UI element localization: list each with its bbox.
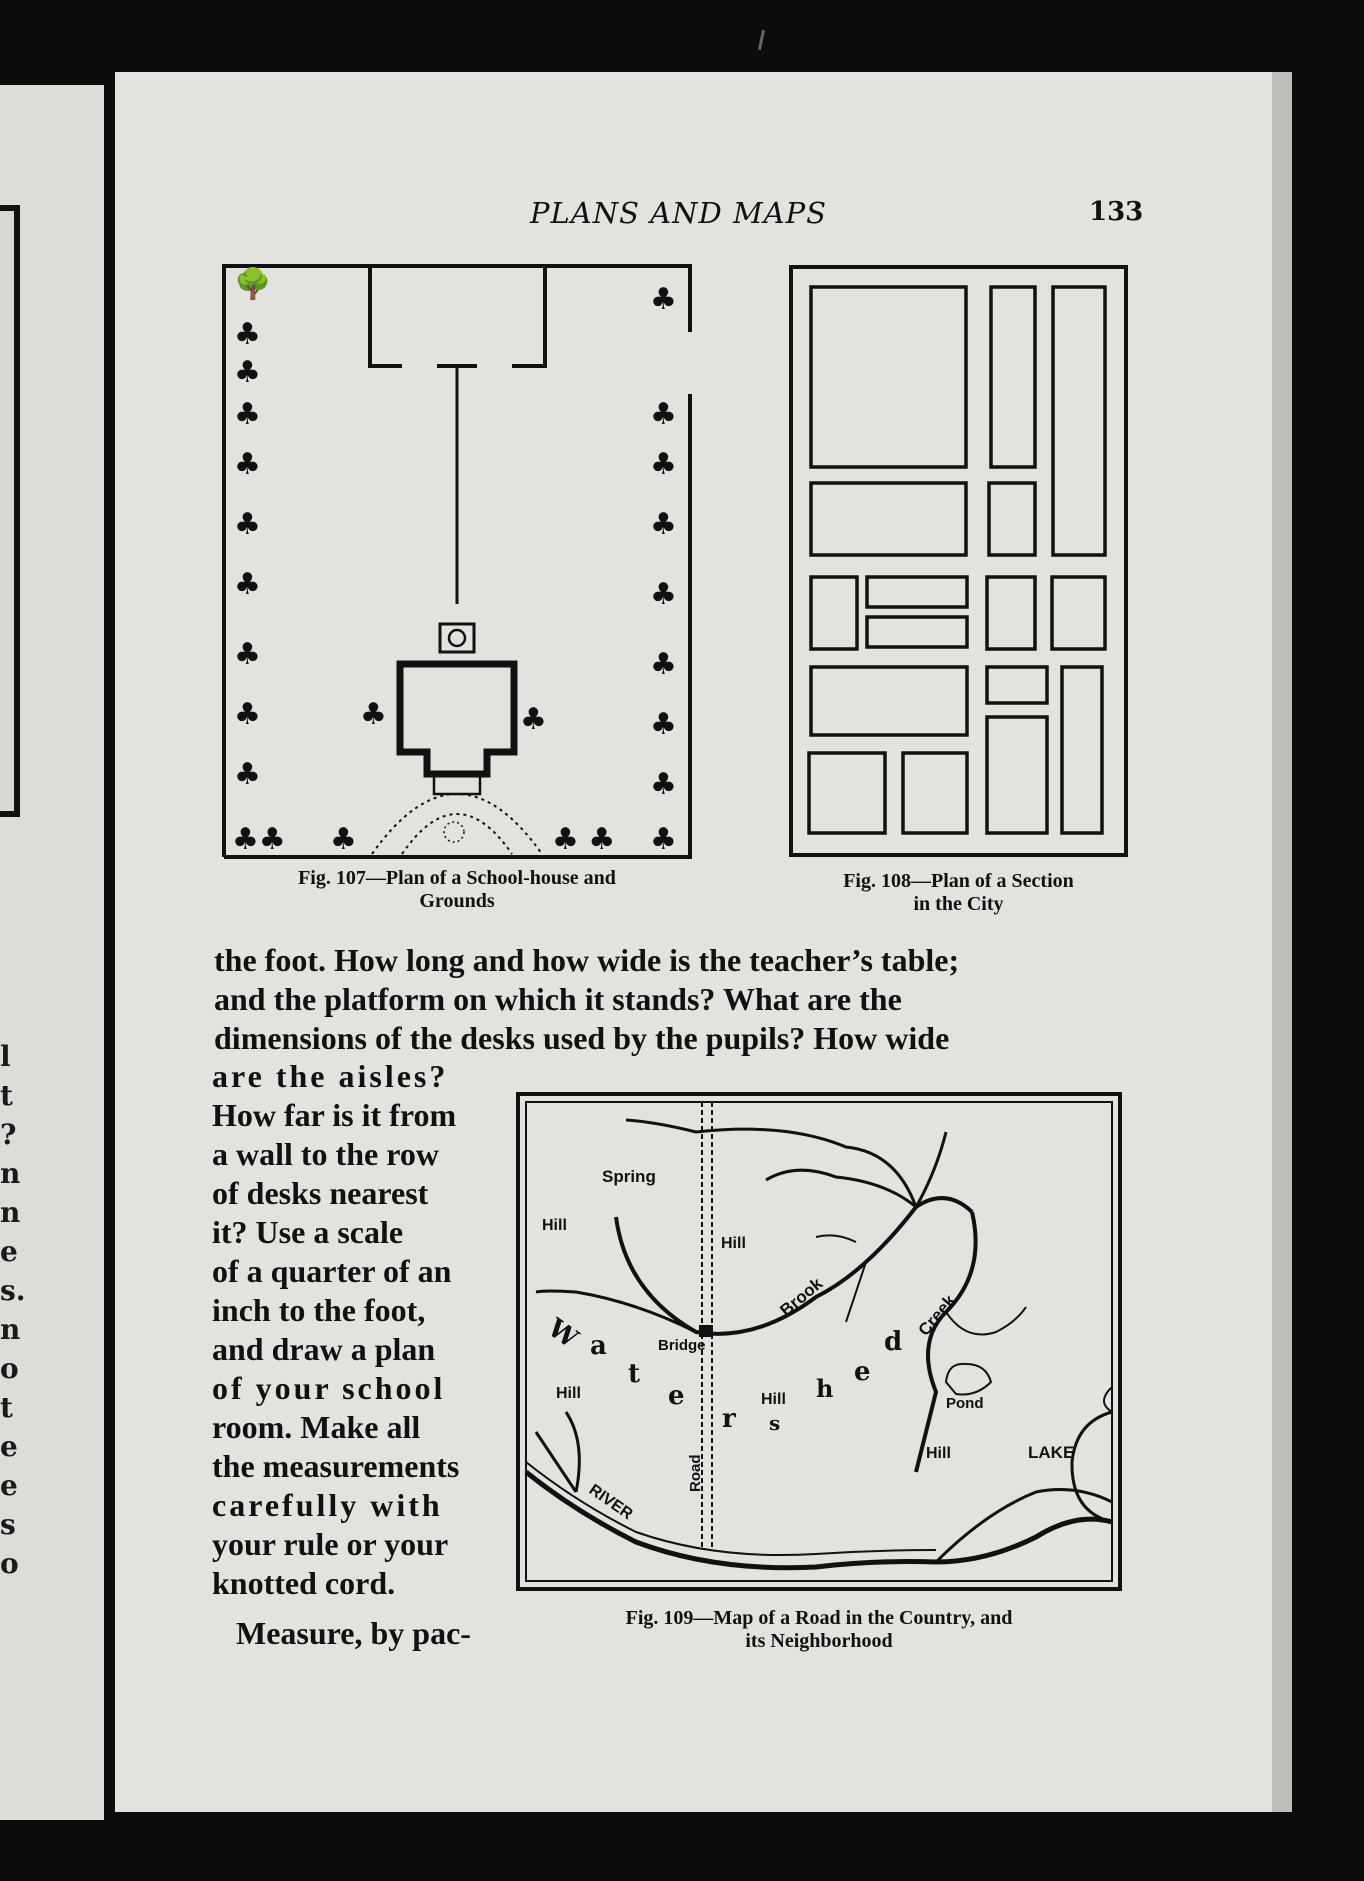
watershed-letter: a bbox=[590, 1331, 607, 1361]
fig108-caption-line2: in the City bbox=[913, 893, 1004, 915]
watershed-letter: t bbox=[628, 1359, 641, 1389]
left-letter: n bbox=[0, 1196, 21, 1229]
watershed-letter: d bbox=[884, 1327, 903, 1357]
fig107-caption bbox=[222, 867, 692, 913]
label-brook: Brook bbox=[776, 1273, 827, 1321]
tree-icon: ♣ bbox=[650, 397, 677, 432]
left-letter: s bbox=[0, 1508, 16, 1541]
label-hill-mid: Hill bbox=[761, 1391, 786, 1408]
label-hill-nw: Hill bbox=[542, 1217, 567, 1234]
left-letter: t bbox=[0, 1391, 13, 1424]
tree-icon: ♣ bbox=[234, 567, 261, 602]
body-line: a wall to the row bbox=[212, 1136, 439, 1172]
tree-icon: ♣ bbox=[234, 757, 261, 792]
body-line: knotted cord. bbox=[212, 1565, 396, 1601]
tree-icon: ♣ bbox=[234, 447, 261, 482]
body-line: of a quarter of an bbox=[212, 1253, 452, 1289]
body-line: room. Make all bbox=[212, 1409, 421, 1445]
tree-icon: ♣ bbox=[650, 707, 677, 742]
body-line: it? Use a scale bbox=[212, 1214, 404, 1250]
tree-icon: ♣ bbox=[650, 647, 677, 682]
left-letter: e bbox=[0, 1430, 18, 1463]
label-creek: Creek bbox=[914, 1291, 960, 1340]
watershed-letter: s bbox=[769, 1411, 781, 1435]
watershed-letter: h bbox=[816, 1374, 834, 1403]
tree-icon: ♣ bbox=[650, 767, 677, 802]
body-line: How far is it from bbox=[212, 1097, 457, 1133]
tree-icon: ♣ bbox=[234, 697, 261, 732]
watershed-label bbox=[541, 1313, 902, 1435]
fig107-school-plan bbox=[222, 264, 692, 860]
page-edge-shadow bbox=[1272, 72, 1292, 1812]
label-road: Road bbox=[687, 1454, 704, 1492]
label-hill-center: Hill bbox=[721, 1235, 746, 1252]
tree-icon: ♣♣ bbox=[232, 822, 286, 857]
left-letter: l bbox=[0, 1040, 11, 1073]
left-letter: n bbox=[0, 1157, 21, 1190]
left-letter: o bbox=[0, 1352, 19, 1385]
tree-icon: ♣ bbox=[650, 507, 677, 542]
label-hill-west: Hill bbox=[556, 1385, 581, 1402]
running-head: PLANS AND MAPS bbox=[530, 196, 827, 230]
tree-icon: ♣ bbox=[650, 577, 677, 612]
tree-icon: ♣ bbox=[520, 702, 547, 737]
watershed-letter: e bbox=[854, 1357, 871, 1387]
tree-icon: ♣ bbox=[330, 822, 357, 857]
watershed-letter: r bbox=[722, 1404, 736, 1434]
tree-icon: 🌳 bbox=[234, 267, 272, 302]
body-line: the foot. How long and how wide is the teacher’s table; bbox=[214, 942, 960, 978]
fig109-road-map bbox=[516, 1092, 1122, 1591]
left-page-figure-border bbox=[0, 205, 20, 817]
fig108-caption bbox=[789, 870, 1128, 916]
scan-mark bbox=[758, 30, 765, 50]
page-number: 133 bbox=[1089, 197, 1144, 227]
tree-icon: ♣ bbox=[650, 447, 677, 482]
tree-icon: ♣ bbox=[234, 397, 261, 432]
body-line: the measurements bbox=[212, 1448, 460, 1484]
label-spring: Spring bbox=[602, 1167, 656, 1186]
body-line: Measure, by pac- bbox=[236, 1615, 471, 1651]
fig107-caption-line1: Fig. 107—Plan of a School-house and bbox=[298, 867, 616, 889]
left-page-letters bbox=[0, 1040, 26, 1586]
tree-icon: ♣ bbox=[650, 822, 677, 857]
body-line: of desks nearest bbox=[212, 1175, 429, 1211]
label-lake: LAKE bbox=[1028, 1443, 1075, 1462]
body-line: dimensions of the desks used by the pupils? How wide bbox=[214, 1020, 950, 1056]
left-letter: s. bbox=[0, 1274, 26, 1307]
label-bridge: Bridge bbox=[658, 1337, 706, 1354]
label-pond: Pond bbox=[946, 1395, 984, 1412]
fig108-caption-line1: Fig. 108—Plan of a Section bbox=[843, 870, 1074, 892]
fig109-caption bbox=[516, 1607, 1122, 1653]
fig108-city-plan bbox=[789, 265, 1128, 857]
body-line: of your school bbox=[212, 1370, 446, 1406]
fig109-caption-line1: Fig. 109—Map of a Road in the Country, and bbox=[625, 1607, 1013, 1629]
watershed-letter: W bbox=[541, 1313, 584, 1355]
tree-icon: ♣ bbox=[360, 697, 387, 732]
body-line: carefully with bbox=[212, 1487, 443, 1523]
fig109-caption-line2: its Neighborhood bbox=[745, 1630, 893, 1652]
label-hill-east: Hill bbox=[926, 1445, 951, 1462]
fig107-caption-line2: Grounds bbox=[419, 890, 495, 912]
left-letter: ? bbox=[0, 1118, 17, 1151]
body-line: and draw a plan bbox=[212, 1331, 436, 1367]
left-letter: e bbox=[0, 1469, 18, 1502]
body-line: your rule or your bbox=[212, 1526, 449, 1562]
label-river: RIVER bbox=[585, 1481, 636, 1524]
tree-icon: ♣ bbox=[234, 355, 261, 390]
tree-icon: ♣ bbox=[234, 637, 261, 672]
tree-icon: ♣ bbox=[234, 507, 261, 542]
watershed-letter: e bbox=[668, 1381, 685, 1411]
left-letter: e bbox=[0, 1235, 18, 1268]
body-line: and the platform on which it stands? What are the bbox=[214, 981, 902, 1017]
tree-icon: ♣ ♣ bbox=[552, 822, 616, 857]
body-line: inch to the foot, bbox=[212, 1292, 426, 1328]
left-letter: t bbox=[0, 1079, 13, 1112]
body-line: are the aisles? bbox=[212, 1058, 449, 1094]
tree-icon: ♣ bbox=[234, 317, 261, 352]
left-letter: n bbox=[0, 1313, 21, 1346]
tree-icon: ♣ bbox=[650, 282, 677, 317]
left-letter: o bbox=[0, 1547, 19, 1580]
